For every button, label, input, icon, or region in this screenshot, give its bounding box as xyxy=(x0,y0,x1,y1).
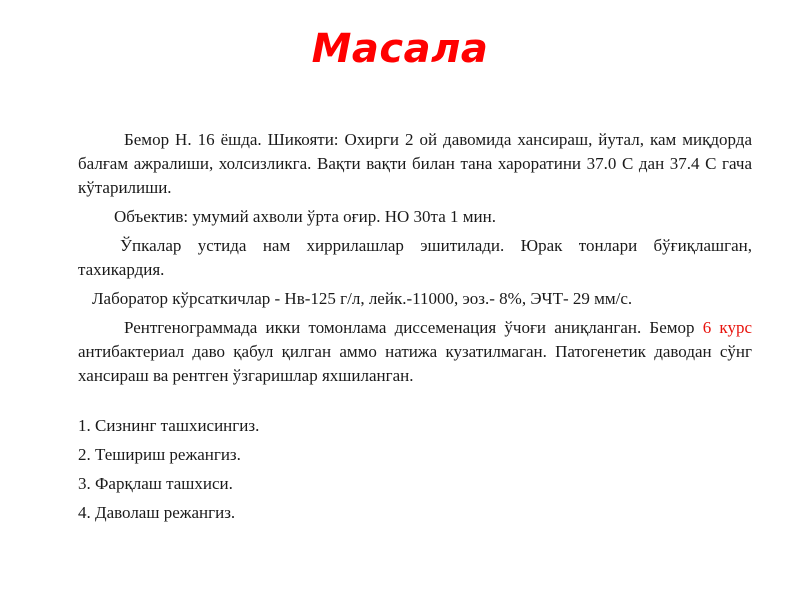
case-description xyxy=(78,128,752,393)
auscultation-paragraph: Ўпкалар устида нам хиррилашлар эшитилади. Юрак тонлари бўғиқлашган, тахикардия. xyxy=(78,236,752,279)
question-list xyxy=(78,414,752,530)
xray-text-end: антибактериал даво қабул қилган аммо натижа кузатилмаган. Патогенетик даводан сўнг хансираш ва рентген ўзгаришлар яхшиланган. xyxy=(78,342,752,385)
objective-paragraph: Объектив: умумий ахволи ўрта оғир. НО 30та 1 мин. xyxy=(114,207,496,226)
list-item: 4. Даволаш режангиз. xyxy=(78,503,236,522)
complaints-paragraph: Бемор Н. 16 ёшда. Шикояти: Охирги 2 ой давомида хансираш, йутал, кам миқдорда балғам ажралиши, холсизликга. Вақти вақти билан тана хароратини 37.0 С дан 37.4 С гача кўтарилиши. xyxy=(78,130,752,197)
course-highlight: 6 курс xyxy=(702,318,752,337)
xray-text-start: Рентгенограммада икки томонлама диссеменация ўчоғи аниқланган. Бемор xyxy=(124,318,703,337)
xray-paragraph xyxy=(78,316,752,388)
list-item: 3. Фарқлаш ташхиси. xyxy=(78,474,233,493)
page-title: Масала xyxy=(311,26,489,72)
lab-results-paragraph: Лаборатор кўрсаткичлар - Нв-125 г/л, лейк.-11000, эоз.- 8%, ЭЧТ- 29 мм/с. xyxy=(92,289,633,308)
list-item: 2. Тешириш режангиз. xyxy=(78,445,241,464)
list-item: 1. Сизнинг ташхисингиз. xyxy=(78,416,260,435)
